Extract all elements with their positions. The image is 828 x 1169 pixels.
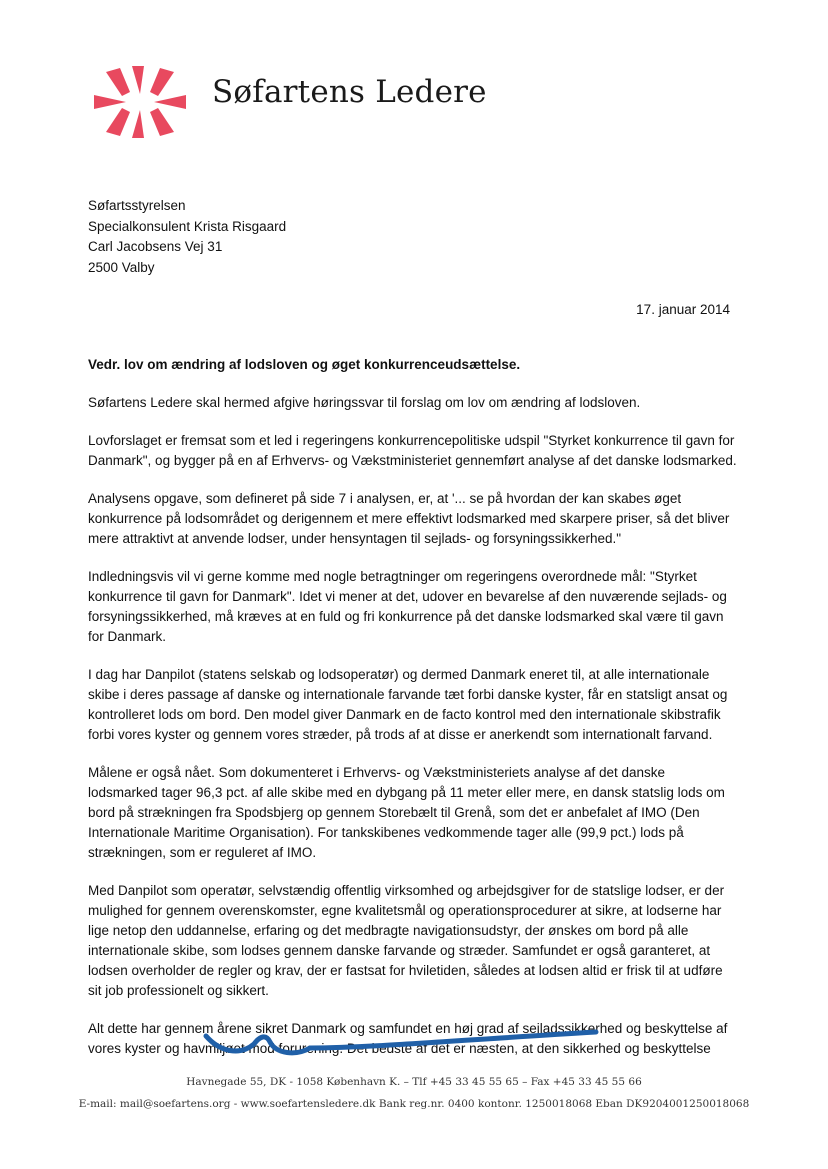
footer-address-line: Havnegade 55, DK - 1058 København K. – Tlf +45 33 45 55 65 – Fax +45 33 45 55 66 (186, 1076, 642, 1088)
paragraph: Søfartens Ledere skal hermed afgive høringssvar til forslag om lov om ændring af lodsloven. (88, 395, 641, 410)
letter-body (88, 393, 738, 1077)
wave-line-icon (200, 1026, 600, 1060)
recipient-line-4: 2500 Valby (88, 259, 155, 275)
paragraph: Lovforslaget er fremsat som et led i regeringens konkurrencepolitiske udspil "Styrket konkurrence til gavn for Danmark", og bygger på en af Erhvervs- og Vækstministeriet gennemført analyse af det danske lodsmarked. (88, 433, 737, 468)
paragraph: Analysens opgave, som defineret på side 7 i analysen, er, at '... se på hvordan der kan skabes øget konkurrence på lodsområdet og derigennem et mere effektivt lodsmarked med skarpere priser, så det bliver mere attraktivt at anvende lodser, under hensyntagen til sejlads- og forsyningssikkerhed." (88, 491, 730, 546)
recipient-line-1: Søfartsstyrelsen (88, 198, 186, 213)
letter-date: 17. januar 2014 (636, 302, 730, 317)
paragraph: Indledningsvis vil vi gerne komme med nogle betragtninger om regeringens overordnede mål: "Styrket konkurrence til gavn for Danmark". Idet vi mener at det, udover en bevarelse af den nuværende sejlads- og forsyningssikkerhed, må kræves at en fuld og fri konkurrence på det danske lodsmarked skal være til gavn for Danmark. (88, 569, 727, 644)
paragraph: Målene er også nået. Som dokumenteret i Erhvervs- og Vækstministeriets analyse af det danske lodsmarked tager 96,3 pct. af alle skibe med en dybgang på 11 meter eller mere, en dansk statslig lods om bord på strækningen fra Spodsbjerg op gennem Storebælt til Grenå, som det er anbefalet af IMO (Den Internationale Maritime Organisation). For tankskibenes vedkommende tager alle (99,9 pct.) lods på strækningen, som er reguleret af IMO. (88, 765, 725, 860)
recipient-address (88, 196, 286, 278)
footer-contact-line: E-mail: mail@soefartens.org - www.soefartensledere.dk Bank reg.nr. 0400 kontonr. 1250018068 Eban DK9204001250018068 (78, 1098, 750, 1110)
recipient-line-3: Carl Jacobsens Vej 31 (88, 239, 223, 254)
organization-name: Søfartens Ledere (212, 74, 487, 110)
paragraph: Med Danpilot som operatør, selvstændig offentlig virksomhed og arbejdsgiver for de statslige lodser, er der mulighed for gennem overenskomster, egne kvalitetsmål og operationsprocedurer at sikre, at lodserne har lige netop den uddannelse, erfaring og det medbragte navigationsudstyr, der ønskes om bord på alle internationale skibe, som lodses gennem danske farvande og stræder. Samfundet er også garanteret, at lodsen overholder de regler og krav, der er fastsat for hviletiden, således at lodsen altid er frisk til at udføre sit job professionelt og sikkert. (88, 883, 725, 998)
paragraph: Alt dette har gennem årene sikret Danmark og samfundet en høj grad af sejladssikkerhed og beskyttelse af vores kyster og havmiljøet mod forurening. Det bedste af det er næsten, at den sikkerhed og beskyttelse (88, 1021, 728, 1056)
paragraph: I dag har Danpilot (statens selskab og lodsoperatør) og dermed Danmark eneret til, at alle internationale skibe i deres passage af danske og internationale farvande tæt forbi danske kyster, får en statsligt ansat og kontrolleret lods om bord. Den model giver Danmark en de facto kontrol med den internationale skibstrafik forbi vores kyster og gennem vores stræder, på trods af at disse er anerkendt som internationalt farvand. (88, 667, 728, 742)
letter-subject: Vedr. lov om ændring af lodsloven og øget konkurrenceudsættelse. (88, 357, 521, 372)
compass-star-logo-icon (92, 64, 188, 140)
recipient-line-2: Specialkonsulent Krista Risgaard (88, 218, 287, 234)
